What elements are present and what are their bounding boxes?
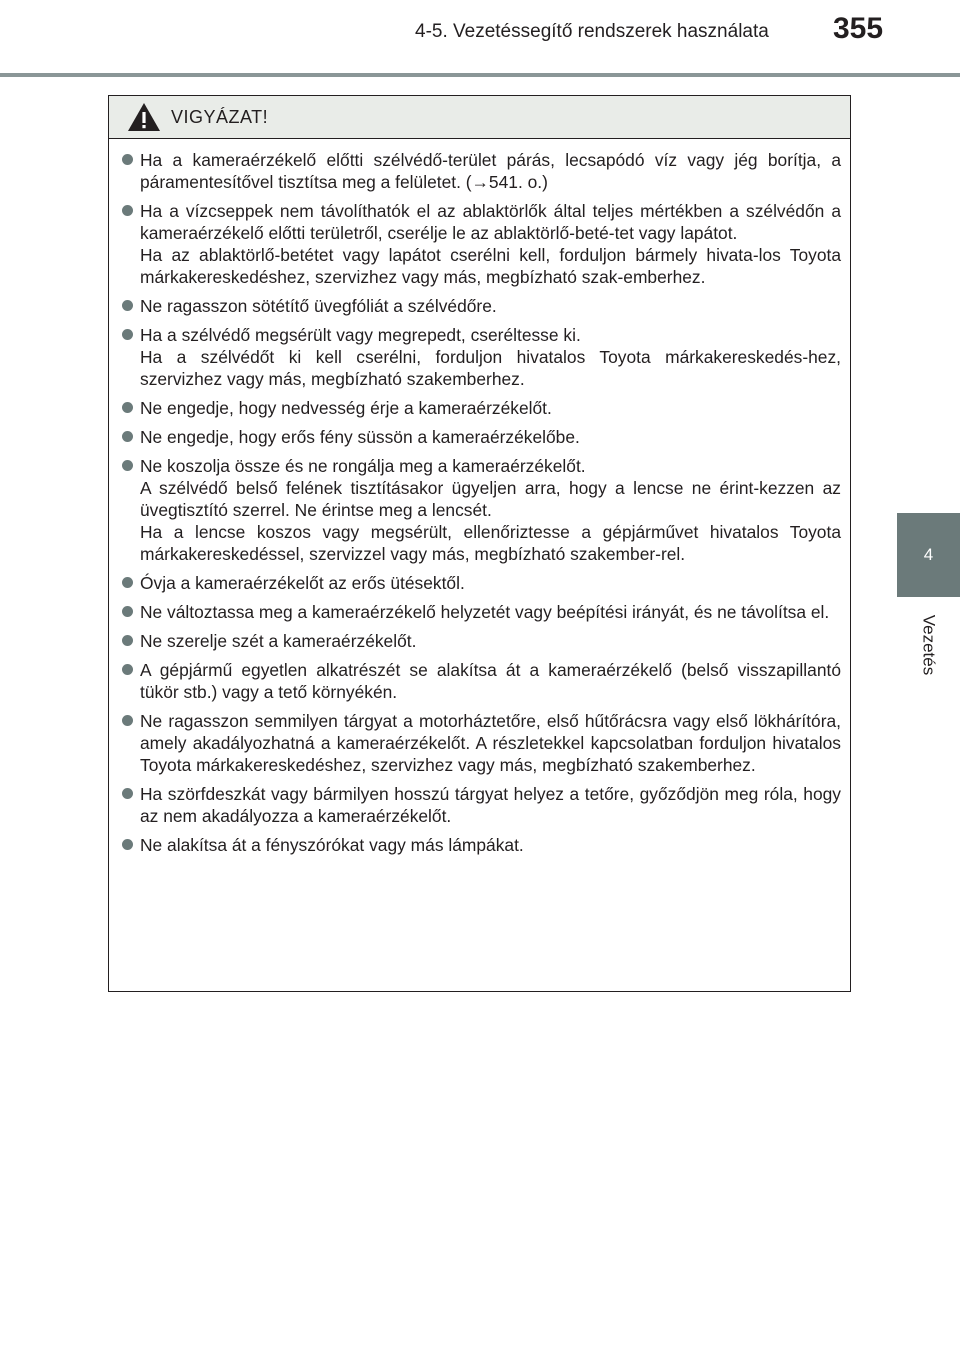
caution-item — [122, 783, 841, 827]
chapter-tab[interactable] — [897, 513, 960, 597]
bullet-icon — [122, 577, 133, 588]
caution-item-text: Ne szerelje szét a kameraérzékelőt. — [140, 631, 417, 651]
section-title: 4-5. Vezetéssegítő rendszerek használata — [415, 21, 769, 42]
bullet-icon — [122, 205, 133, 216]
header-rule — [0, 73, 960, 77]
caution-item — [122, 455, 841, 565]
caution-item-text: Ha a kameraérzékelő előtti szélvédő-terület párás, lecsapódó víz vagy jég borítja, a páramentesítővel tisztítsa meg a felületet. (→541. o.) — [140, 150, 841, 192]
caution-item-text: Ne ragasszon semmilyen tárgyat a motorháztetőre, első hűtőrácsra vagy első lökhárítóra, amely akadályozhatná a kameraérzékelőt. A részletekkel kapcsolatban forduljon hivatalos Toyota márkakereskedéshez, szervizhez vagy más, megbízható szakemberhez. — [140, 711, 841, 775]
caution-box — [108, 95, 851, 992]
caution-item — [122, 834, 841, 856]
chapter-label-text: Vezetés — [919, 614, 939, 676]
caution-item-text: Ha az ablaktörlő-betétet vagy lapátot cserélni kell, forduljon bármely hivata-los Toyota márkakereskedéshez, szervizhez vagy más, megbízható szak-emberhez. — [140, 245, 841, 287]
caution-item-text: A szélvédő belső felének tisztításakor ügyeljen arra, hogy a lencse ne érint-kezzen az üvegtisztító szerrel. Ne érintse meg a lencsét. — [140, 478, 841, 520]
caution-list — [109, 139, 850, 856]
caution-item-text: Ne engedje, hogy nedvesség érje a kameraérzékelőt. — [140, 398, 552, 418]
caution-item — [122, 601, 841, 623]
bullet-icon — [122, 606, 133, 617]
caution-item-text: Ha a vízcseppek nem távolíthatók el az ablaktörlők által teljes mértékben a szélvédőn a kameraérzékelő előtti területről, cserélje le az ablaktörlő-beté-tet vagy lapátot. — [140, 201, 841, 243]
caution-item-text: Ha szörfdeszkát vagy bármilyen hosszú tárgyat helyez a tetőre, győződjön meg róla, hogy az nem akadályozza a kameraérzékelőt. — [140, 784, 841, 826]
bullet-icon — [122, 402, 133, 413]
caution-item — [122, 324, 841, 390]
bullet-icon — [122, 788, 133, 799]
bullet-icon — [122, 635, 133, 646]
caution-item — [122, 426, 841, 448]
caution-item-text: Ha a szélvédőt ki kell cserélni, forduljon hivatalos Toyota márkakereskedés-hez, szervizhez vagy más, megbízható szakemberhez. — [140, 347, 841, 389]
bullet-icon — [122, 715, 133, 726]
caution-item-text: Ne engedje, hogy erős fény süssön a kameraérzékelőbe. — [140, 427, 580, 447]
caution-header — [109, 96, 850, 139]
bullet-icon — [122, 154, 133, 165]
chapter-label — [897, 600, 960, 690]
caution-item — [122, 295, 841, 317]
bullet-icon — [122, 300, 133, 311]
caution-item-text: Ne ragasszon sötétítő üvegfóliát a szélvédőre. — [140, 296, 497, 316]
warning-triangle-icon — [127, 102, 161, 132]
caution-item — [122, 659, 841, 703]
bullet-icon — [122, 329, 133, 340]
caution-item — [122, 630, 841, 652]
bullet-icon — [122, 839, 133, 850]
caution-item — [122, 397, 841, 419]
caution-item-text: Ne változtassa meg a kameraérzékelő helyzetét vagy beépítési irányát, és ne távolítsa el. — [140, 602, 830, 622]
caution-item-text: Ne alakítsa át a fényszórókat vagy más lámpákat. — [140, 835, 524, 855]
bullet-icon — [122, 664, 133, 675]
caution-item — [122, 200, 841, 288]
caution-item — [122, 149, 841, 193]
caution-title: VIGYÁZAT! — [171, 106, 269, 127]
caution-item-text: Óvja a kameraérzékelőt az erős ütésektől. — [140, 573, 465, 593]
page-number: 355 — [833, 12, 884, 45]
bullet-icon — [122, 460, 133, 471]
caution-item-text: Ha a lencse koszos vagy megsérült, ellenőriztesse a gépjárművet hivatalos Toyota márkakereskedéssel, szervizzel vagy más, megbízható szakember-rel. — [140, 522, 841, 564]
caution-item-text: Ne koszolja össze és ne rongálja meg a kameraérzékelőt. — [140, 456, 586, 476]
caution-item-text: Ha a szélvédő megsérült vagy megrepedt, cseréltesse ki. — [140, 325, 581, 345]
caution-item — [122, 572, 841, 594]
bullet-icon — [122, 431, 133, 442]
caution-item — [122, 710, 841, 776]
chapter-number: 4 — [923, 545, 934, 564]
caution-item-text: A gépjármű egyetlen alkatrészét se alakítsa át a kameraérzékelő (belső visszapillantó tükör stb.) vagy a tető környékén. — [140, 660, 841, 702]
